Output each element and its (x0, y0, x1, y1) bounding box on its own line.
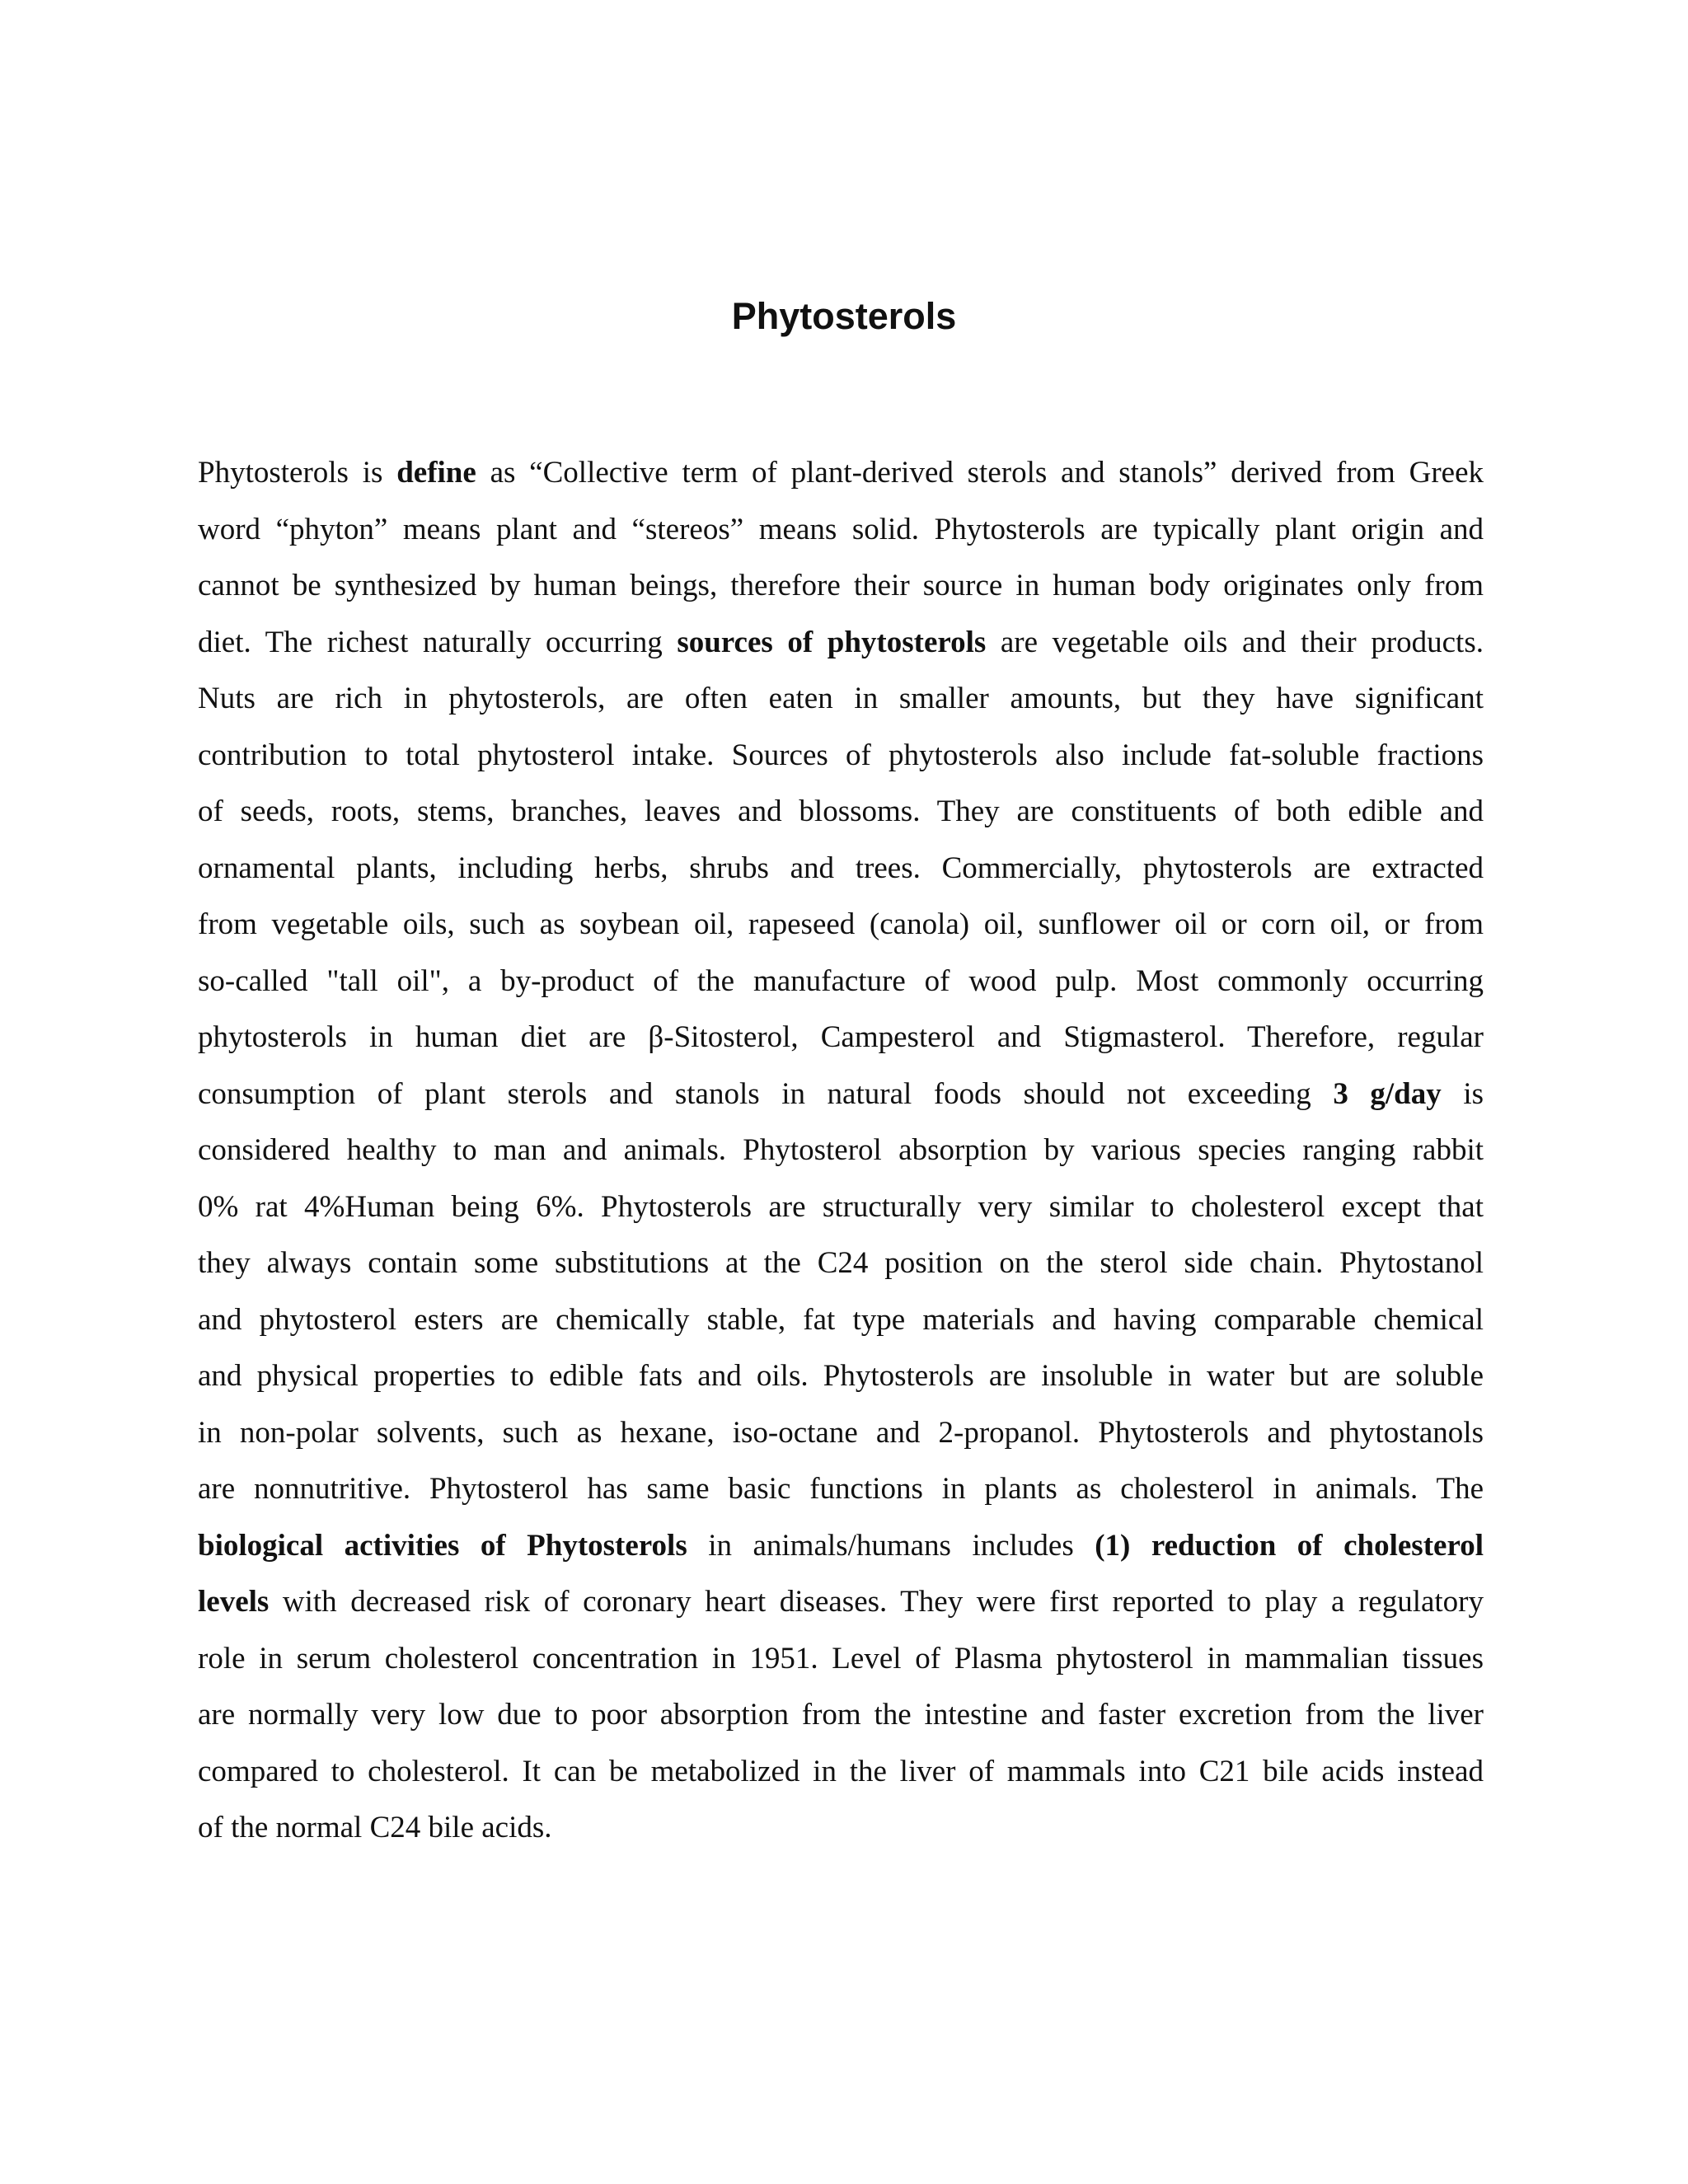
text-run: Phytosterols is (198, 456, 397, 490)
text-line (198, 1631, 1484, 1688)
text-run: as “Collective term of plant-derived sterols and stanols” derived from Greek (476, 456, 1484, 490)
text-run: word “phyton” means plant and “stereos” means solid. Phytosterols are typically plant origin and (198, 512, 1484, 546)
bold-phrase: sources of phytosterols (677, 625, 987, 659)
text-line (198, 1744, 1484, 1801)
text-run: cannot be synthesized by human beings, therefore their source in human body originates only from (198, 569, 1484, 602)
text-line (198, 558, 1484, 615)
text-line (198, 897, 1484, 954)
text-run: compared to cholesterol. It can be metabolized in the liver of mammals into C21 bile acids instead (198, 1754, 1484, 1788)
text-run: are vegetable oils and their products. (986, 625, 1484, 659)
text-line (198, 445, 1484, 502)
bold-phrase: (1) reduction of cholesterol (1095, 1528, 1484, 1563)
text-line (198, 502, 1484, 559)
text-run: 0% rat 4%Human being 6%. Phytosterols are structurally very similar to cholesterol except that (198, 1189, 1484, 1224)
text-line (198, 1461, 1484, 1518)
text-run: considered healthy to man and animals. Phytosterol absorption by various species ranging rabbit (198, 1133, 1484, 1167)
text-line (198, 954, 1484, 1010)
text-line (198, 671, 1484, 728)
text-run: in non-polar solvents, such as hexane, iso-octane and 2-propanol. Phytosterols and phytostanols (198, 1415, 1484, 1450)
text-line (198, 1348, 1484, 1405)
text-line (198, 728, 1484, 785)
page-title: Phytosterols (731, 295, 957, 337)
bold-phrase: biological activities of Phytosterols (198, 1528, 687, 1563)
text-line (198, 1518, 1484, 1575)
text-run: of seeds, roots, stems, branches, leaves and blossoms. They are constituents of both edible and (198, 794, 1484, 828)
text-run: Nuts are rich in phytosterols, are often eaten in smaller amounts, but they have significant (198, 682, 1484, 715)
text-run: in animals/humans includes (687, 1528, 1095, 1563)
text-line (198, 1405, 1484, 1462)
text-line (198, 615, 1484, 672)
text-run: and phytosterol esters are chemically stable, fat type materials and having comparable chemical (198, 1302, 1484, 1337)
text-line (198, 1800, 1484, 1857)
text-line (198, 1179, 1484, 1236)
text-run: of the normal C24 bile acids. (198, 1811, 552, 1844)
text-line (198, 1687, 1484, 1744)
text-line (198, 1292, 1484, 1349)
text-line (198, 1574, 1484, 1631)
text-line (198, 1235, 1484, 1292)
bold-phrase: 3 g/day (1333, 1076, 1442, 1111)
bold-phrase: levels (198, 1585, 270, 1619)
text-line (198, 784, 1484, 841)
text-run: are nonnutritive. Phytosterol has same basic functions in plants as cholesterol in animals. The (198, 1472, 1484, 1506)
text-run: with decreased risk of coronary heart diseases. They were first reported to play a regulatory (269, 1585, 1484, 1619)
text-run: phytosterols in human diet are β-Sitosterol, Campesterol and Stigmasterol. Therefore, regular (198, 1020, 1484, 1054)
text-run: contribution to total phytosterol intake. Sources of phytosterols also include fat-soluble fractions (198, 738, 1484, 772)
body-paragraph (198, 445, 1484, 1857)
text-run: consumption of plant sterols and stanols in natural foods should not exceeding (198, 1076, 1334, 1111)
text-line (198, 841, 1484, 898)
text-line (198, 1122, 1484, 1179)
text-line (198, 1010, 1484, 1066)
text-run: are normally very low due to poor absorption from the intestine and faster excretion from the liver (198, 1698, 1484, 1732)
text-run: so-called "tall oil", a by-product of the manufacture of wood pulp. Most commonly occurring (198, 963, 1484, 998)
text-run: they always contain some substitutions at the C24 position on the sterol side chain. Phytostanol (198, 1246, 1484, 1280)
text-line (198, 1066, 1484, 1123)
text-run: is (1441, 1076, 1484, 1111)
text-run: from vegetable oils, such as soybean oil, rapeseed (canola) oil, sunflower oil or corn oil, or from (198, 907, 1484, 941)
bold-phrase: define (396, 456, 476, 490)
text-run: role in serum cholesterol concentration in 1951. Level of Plasma phytosterol in mammalian tissues (198, 1641, 1484, 1675)
text-run: ornamental plants, including herbs, shrubs and trees. Commercially, phytosterols are extracted (198, 851, 1484, 885)
text-run: and physical properties to edible fats and oils. Phytosterols are insoluble in water but are soluble (198, 1359, 1484, 1393)
text-run: diet. The richest naturally occurring (198, 625, 678, 659)
